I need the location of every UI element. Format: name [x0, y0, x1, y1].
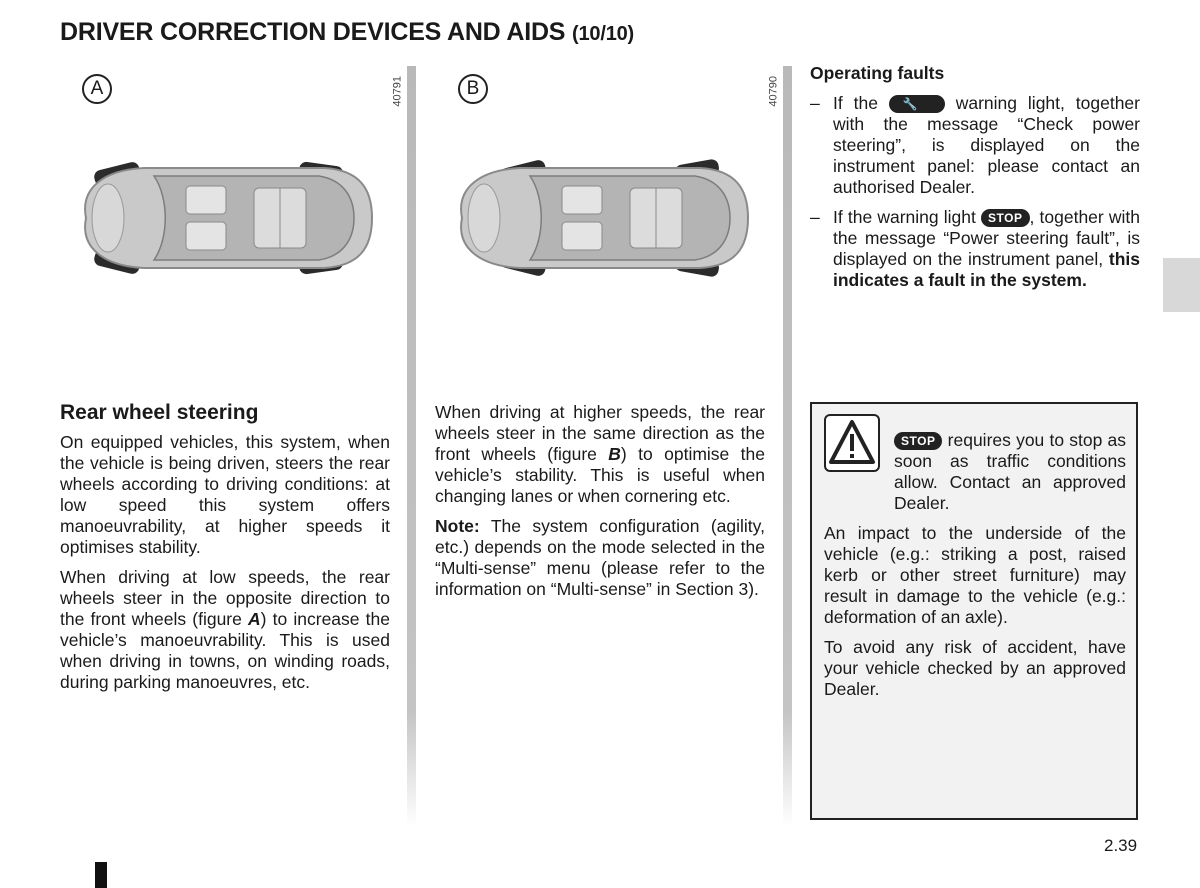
faults-heading: Operating faults	[810, 63, 945, 83]
figure-a-label: A	[82, 74, 112, 104]
figure-a	[70, 66, 404, 366]
left-p2-text-a: When driving at low speeds, the rear wheels steer in the opposite direction to the front wheels (figure	[60, 567, 390, 629]
car-top-view-figure-a	[74, 158, 374, 278]
fault-2-text-a: If the warning light	[833, 207, 982, 227]
page-title	[60, 18, 634, 47]
fault-1-text-a: If the	[833, 93, 889, 113]
dash-bullet: –	[810, 207, 820, 227]
left-column	[60, 402, 390, 702]
fault-2-text-b: , together with the message “Power steering fault”, is displayed on the instrument panel,	[833, 207, 1141, 269]
column-divider-left	[407, 66, 416, 826]
section-thumb-tab	[1163, 258, 1200, 312]
left-paragraph-2	[60, 567, 390, 693]
note-text: The system configuration (agility, etc.) depends on the mode selected in the “Multi-sense” menu (please refer to the information on “Multi-sense” in Section 3).	[435, 516, 765, 599]
left-p2-text-b: ) to increase the vehicle’s manoeuvrability. This is used when driving in towns, on winding roads, during parking manoeuvres, etc.	[60, 609, 390, 692]
note-paragraph	[435, 516, 765, 600]
page-number: 2.39	[1104, 836, 1138, 855]
fault-item-2	[810, 207, 1140, 291]
figure-b	[446, 66, 780, 366]
middle-column	[435, 402, 765, 609]
car-top-view-figure-b	[450, 158, 750, 278]
column-divider-right	[783, 66, 792, 826]
stop-icon: STOP	[894, 432, 942, 450]
middle-p1-figure-ref: B	[608, 444, 621, 464]
warning-box	[810, 402, 1138, 820]
title-part: (10/10)	[572, 23, 635, 45]
section-heading: Rear wheel steering	[60, 401, 259, 424]
figure-a-code: 40791	[392, 76, 404, 107]
warning-lead	[824, 430, 1126, 514]
warning-lead-text: requires you to stop as soon as traffic conditions allow. Contact an approved Dealer.	[894, 430, 1126, 513]
fault-1-text-b: warning light, together with the message “Check power steering”, is displayed on the instrument panel: please contact an authorised Dealer.	[833, 93, 1140, 197]
warning-text	[824, 430, 1126, 709]
left-paragraph-1: On equipped vehicles, this system, when the vehicle is being driven, steers the rear wheels according to driving conditions: at low speed this system offers manoeuvrability, at higher speeds it optimises stability.	[60, 432, 390, 557]
fault-2-bold-text: this indicates a fault in the system.	[833, 249, 1140, 290]
warning-paragraph-3: To avoid any risk of accident, have your vehicle checked by an approved Dealer.	[824, 637, 1126, 699]
figure-b-code: 40790	[768, 76, 780, 107]
wrench-icon: 🔧	[889, 95, 945, 113]
warning-paragraph-2: An impact to the underside of the vehicle (e.g.: striking a post, raised kerb or other street furniture) may result in damage to the vehicle (e.g.: deformation of an axle).	[824, 523, 1126, 627]
middle-p1-text-a: When driving at higher speeds, the rear wheels steer in the same direction as the front wheels (figure	[435, 402, 765, 464]
stop-icon: STOP	[981, 209, 1029, 227]
title-text: DRIVER CORRECTION DEVICES AND AIDS	[60, 18, 566, 46]
dash-bullet: –	[810, 93, 820, 113]
fault-item-1	[810, 93, 1140, 198]
middle-p1-text-b: ) to optimise the vehicle’s stability. This is useful when changing lanes or when cornering etc.	[435, 444, 766, 506]
figure-b-label: B	[458, 74, 488, 104]
corner-mark	[95, 862, 107, 888]
middle-paragraph-1	[435, 402, 765, 507]
note-label: Note:	[435, 516, 480, 536]
right-column	[810, 63, 1140, 300]
left-p2-figure-ref: A	[248, 609, 261, 629]
